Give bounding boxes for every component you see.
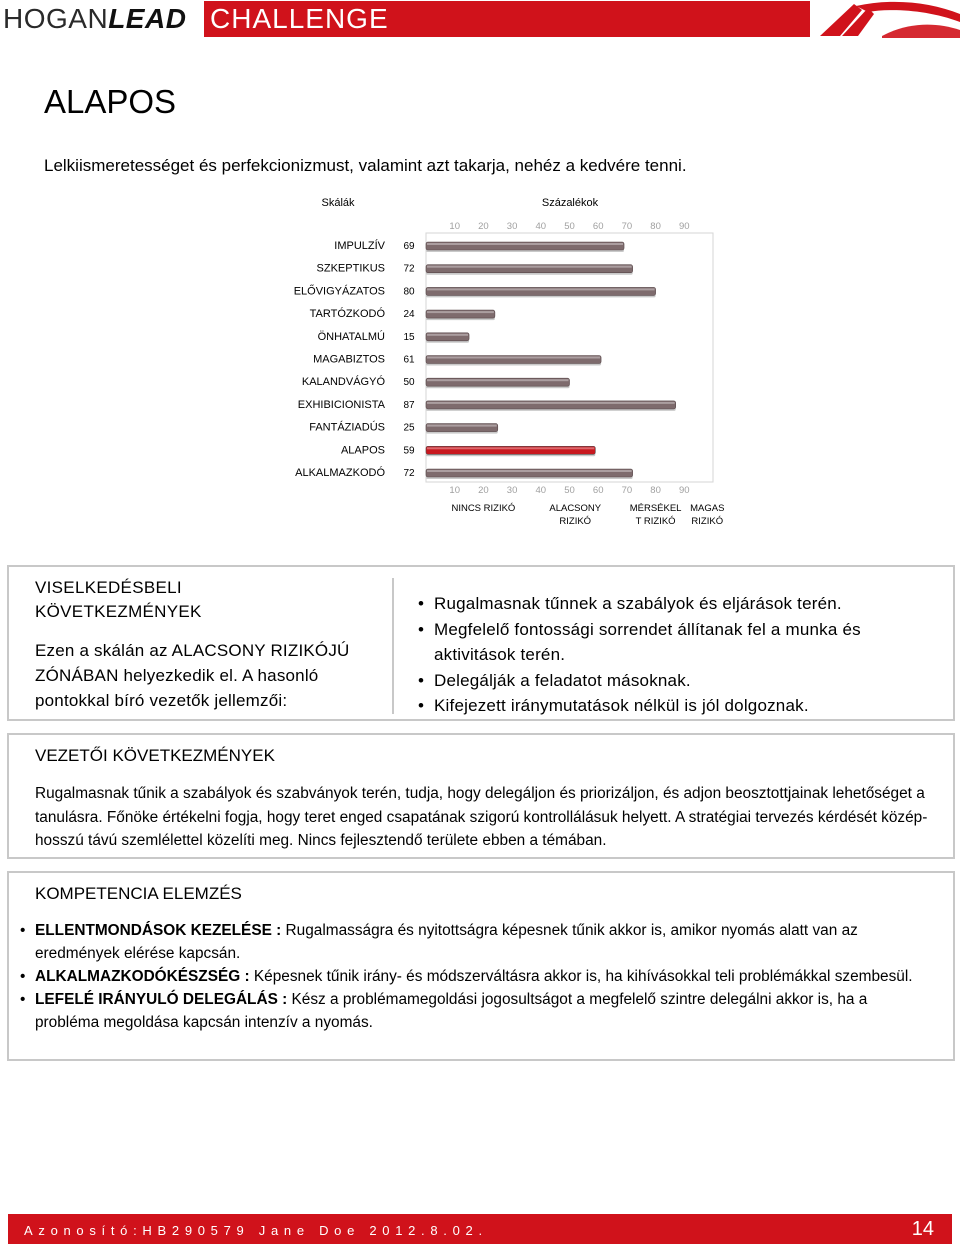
axis-tick-label-top: 30 (506, 221, 518, 232)
bar-highlight (427, 357, 600, 359)
scale-value: 69 (403, 241, 415, 252)
scale-value: 72 (403, 263, 415, 275)
scale-value: 61 (403, 354, 415, 366)
axis-tick-label-top: 70 (621, 221, 633, 232)
product-name: CHALLENGE (210, 3, 389, 34)
scale-label: IMPULZÍV (334, 240, 385, 252)
axis-tick-label-bottom: 30 (506, 485, 518, 496)
scale-label: ALKALMAZKODÓ (295, 467, 385, 479)
scale-value: 80 (403, 286, 415, 298)
axis-tick-label-bottom: 10 (449, 485, 460, 496)
scale-label: ÖNHATALMÚ (317, 330, 385, 343)
bar-highlight (427, 402, 675, 404)
page-intro: Lelkiismeretességet és perfekcionizmust, valamint azt takarja, nehéz a kedvére tenni. (44, 156, 687, 175)
list-item: • Delegálják a feladatot másoknak. (417, 668, 937, 694)
bar-highlight (427, 334, 468, 336)
competency-list (35, 919, 935, 1034)
zone-label: RIZIKÓ (691, 516, 724, 527)
swoosh-logo-icon (812, 0, 960, 38)
percentiles-header: Százalékok (541, 197, 599, 209)
leadership-heading: VEZETŐI KÖVETKEZMÉNYEK (35, 746, 275, 765)
bar-highlight (427, 311, 494, 313)
zone-label: ALACSONY (549, 503, 602, 514)
bar-highlight (427, 425, 497, 427)
competency-term: ALKALMAZKODÓKÉSZSÉG : (35, 968, 250, 985)
axis-tick-label-bottom: 90 (679, 485, 690, 496)
competency-term: LEFELÉ IRÁNYULÓ DELEGÁLÁS : (35, 991, 288, 1008)
scale-value: 24 (403, 309, 415, 321)
axis-tick-label-bottom: 60 (592, 485, 604, 496)
scale-label: EXHIBICIONISTA (297, 398, 385, 411)
axis-tick-label-top: 60 (592, 221, 604, 232)
behavior-heading: VISELKEDÉSBELI KÖVETKEZMÉNYEK (35, 578, 202, 621)
bar-highlight (427, 447, 594, 449)
axis-tick-label-top: 90 (679, 221, 690, 232)
scale-label: FANTÁZIADÚS (309, 421, 385, 434)
page-title: ALAPOS (44, 83, 177, 120)
axis-tick-label-top: 50 (564, 221, 575, 232)
zone-label: NINCS RIZIKÓ (451, 503, 516, 514)
axis-tick-label-top: 80 (650, 221, 661, 232)
scale-label: TARTÓZKODÓ (309, 308, 385, 321)
zone-label: MAGAS (690, 503, 725, 514)
scales-header: Skálák (321, 197, 355, 209)
bar-highlight (427, 243, 623, 245)
report-footer (8, 1214, 952, 1244)
axis-tick-label-top: 10 (449, 221, 460, 232)
competency-item (35, 988, 935, 1034)
report-id: Azonosító:HB290579 Jane Doe 2012.8.02. (24, 1223, 488, 1238)
scale-value: 59 (403, 445, 415, 457)
competency-item (35, 965, 935, 988)
bar-highlight (427, 470, 632, 472)
brand-wordmark (3, 2, 186, 36)
section-divider (392, 578, 394, 714)
competency-item (35, 919, 935, 965)
axis-tick-label-bottom: 70 (621, 485, 633, 496)
axis-tick-label-bottom: 50 (564, 485, 575, 496)
list-item: • Megfelelő fontossági sorrendet állítanak fel a munka és aktivitások terén. (417, 617, 937, 668)
page-number: 14 (911, 1218, 934, 1240)
leadership-text: Rugalmasnak tűnik a szabályok és szabványok terén, tudja, hogy delegáljon és priorizáljon, és adjon beosztottjainak lehetőséget a tanulásra. Főnöke értékelni fogja, hogy teret enged csapatának szigorú kontrollálásuk helyett. A stratégiai tervezés kérdését közép-hosszú távú szemlélettel közelíti meg. Nincs fejlesztendő területe ebben a témában. (35, 785, 928, 849)
axis-tick-label-top: 20 (478, 221, 489, 232)
axis-tick-label-top: 40 (535, 221, 547, 232)
axis-tick-label-bottom: 40 (535, 485, 547, 496)
competency-heading: KOMPETENCIA ELEMZÉS (35, 884, 242, 903)
scale-label: ALAPOS (340, 444, 385, 457)
product-banner (204, 1, 810, 37)
scale-value: 15 (403, 331, 415, 343)
scale-value: 50 (403, 377, 415, 389)
leadership-section (7, 733, 955, 859)
axis-tick-label-bottom: 80 (650, 485, 661, 496)
competency-term: ELLENTMONDÁSOK KEZELÉSE : (35, 922, 282, 939)
scale-value: 25 (403, 422, 415, 434)
zone-label: RIZIKÓ (559, 516, 592, 527)
bar-highlight (427, 266, 632, 268)
list-item: • Rugalmasnak tűnnek a szabályok és eljárások terén. (417, 591, 937, 617)
bar-highlight (427, 288, 655, 290)
scale-label: SZKEPTIKUS (316, 262, 385, 275)
percentile-bar-chart (280, 188, 725, 533)
scale-value: 87 (403, 399, 415, 411)
scale-label: MAGABIZTOS (313, 353, 385, 366)
scale-label: ELŐVIGYÁZATOS (293, 285, 385, 298)
competency-section (7, 871, 955, 1061)
zone-label: MÉRSÉKEL (629, 503, 682, 514)
list-item: • Kifejezett iránymutatások nélkül is jól dolgoznak. (417, 693, 937, 719)
behavior-text: Ezen a skálán az ALACSONY RIZIKÓJÚ ZÓNÁBAN helyezkedik el. A hasonló pontokkal bíró vezetők jellemzői: (35, 641, 350, 710)
competency-text: Rugalmasságra és nyitottságra képesnek tűnik akkor is, amikor nyomás alatt van az eredmények elérése kapcsán. (35, 922, 858, 962)
scale-label: KALANDVÁGYÓ (301, 376, 385, 389)
axis-tick-label-bottom: 20 (478, 485, 489, 496)
bar-highlight (427, 379, 569, 381)
scale-value: 72 (403, 468, 415, 479)
competency-text: Képesnek tűnik irány- és módszerváltásra akkor is, ha kihívásokkal teli problémákkal szembesül. (249, 968, 913, 985)
competency-text: Kész a problémamegoldási jogosultságot a megfelelő szintre delegálni akkor is, ha a probléma megoldása kapcsán intenzív a nyomás. (35, 991, 868, 1031)
brand-prefix: HOGAN (3, 3, 109, 34)
behavior-list (417, 591, 937, 719)
brand-suffix: LEAD (108, 3, 187, 34)
report-header (0, 0, 960, 38)
behavior-section (7, 565, 955, 721)
zone-label: T RIZIKÓ (635, 516, 676, 527)
